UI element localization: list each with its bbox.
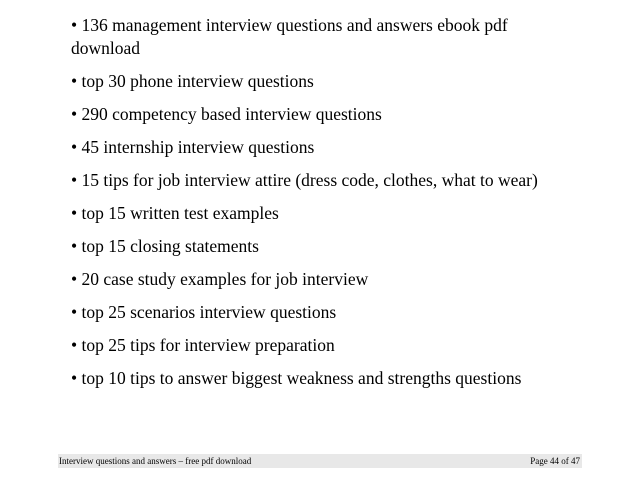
list-item: • top 10 tips to answer biggest weakness and strengths questions (71, 368, 522, 388)
list-item: • 45 internship interview questions (71, 137, 315, 157)
list-item: • 136 management interview questions and answers ebook pdf download (71, 15, 508, 58)
list-item: • 20 case study examples for job interview (71, 269, 369, 289)
page-footer (58, 454, 582, 468)
resource-list (71, 14, 571, 400)
list-item: • top 25 tips for interview preparation (71, 335, 335, 355)
footer-title: Interview questions and answers – free pdf download (59, 456, 252, 466)
list-item: • top 15 written test examples (71, 203, 279, 223)
list-item: • top 15 closing statements (71, 236, 259, 256)
list-item: • top 25 scenarios interview questions (71, 302, 337, 322)
list-item: • 290 competency based interview questions (71, 104, 382, 124)
list-item: • 15 tips for job interview attire (dress code, clothes, what to wear) (71, 170, 538, 190)
list-item: • top 30 phone interview questions (71, 71, 314, 91)
page-number: Page 44 of 47 (530, 456, 580, 466)
